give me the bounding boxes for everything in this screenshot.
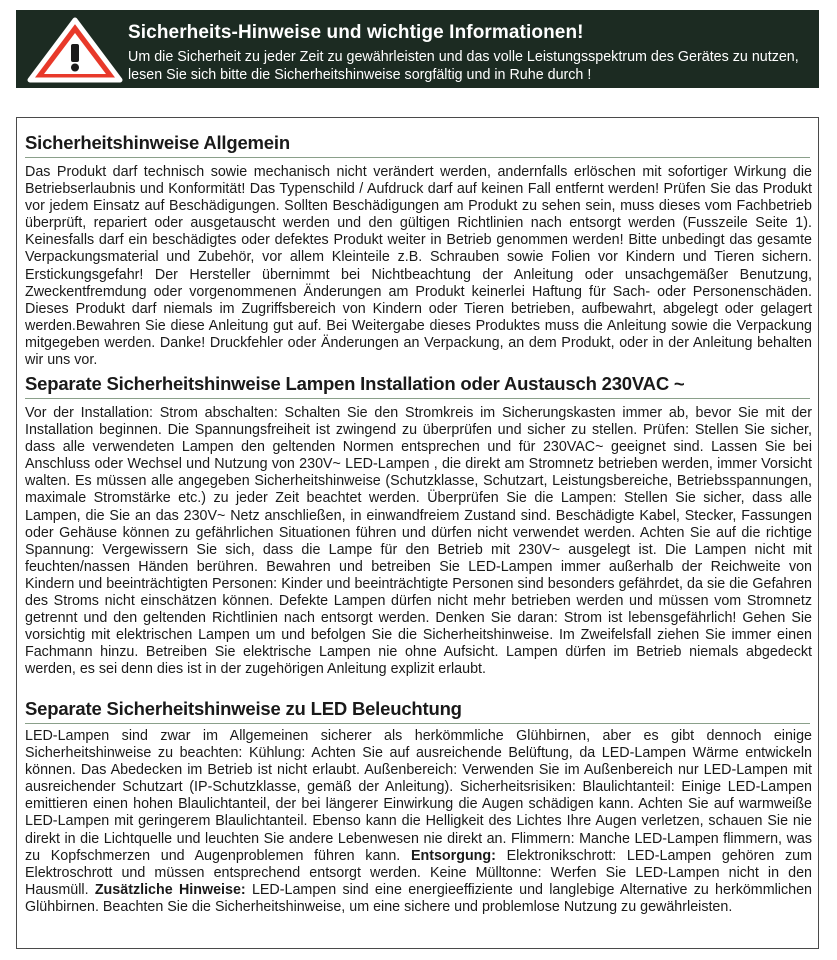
section-body-lamp-installation: Vor der Installation: Strom abschalten: Schalten Sie den Stromkreis im Sicherungskasten immer ab, bevor Sie mit der Installation beginnen. Die Spannungsfreiheit ist zwingend zu überprüfen und sicher zu stellen. Prüfen: Stellen Sie sicher, dass alle verwendeten Lampen den geltenden Normen entsprechen und für 230VAC~ geeignet sind. Lassen Sie bei Anschluss oder Wechsel und Nutzung von 230V~ LED-Lampen , die direkt am Stromnetz betrieben werden, immer Vorsicht walten. Es müssen alle angegeben Sicherheitshinweise (Schutzklasse, Schutzart, Leistungsbereiche, Betriebsspannungen, maximale Stromstärke etc.) zu jeder Zeit beachtet werden. Überprüfen Sie die Lampen: Stellen Sie sicher, dass alle Lampen, die Sie an das 230V~ Netz anschließen, in einwandfreiem Zustand sind. Beschädigte Kabel, Stecker, Fassungen oder Gehäuse können zu gefährlichen Situationen führen und dürfen nicht verwendet werden. Achten Sie auf die richtige Spannung: Vergewissern Sie sich, dass die Lampe für den Betrieb mit 230V~ ausgelegt ist. Die Lampen nicht mit feuchten/nassen Händen berühren. Bewahren und betreiben Sie LED-Lampen immer außerhalb der Reichweite von Kindern und beeinträchtigten Personen: Kinder und beeinträchtigte Personen sind besonders gefährdet, da sie die Gefahren des Stroms nicht einschätzen können. Defekte Lampen dürfen nicht mehr betrieben werden und müssen vom Stromnetz getrennt und den geltenden Richtlinien nach entsorgt werden. Denken Sie daran: Strom ist lebensgefährlich! Gehen Sie vorsichtig mit elektrischen Lampen um und befolgen Sie die Sicherheitshinweise. Im Zweifelsfall ziehen Sie immer einen Fachmann hinzu. Betreiben Sie elektrische Lampen nie ohne Aufsicht. Lampen dürfen im Betrieb niemals abgedeckt werden, es sei denn dies ist in der zugehörigen Anleitung explizit erlaubt. xyxy=(25,405,812,678)
led-text-additional: LED-Lampen sind eine energieeffiziente und langlebige Alternative zu herkömmlichen Glühbirnen. Beachten Sie die Sicherheitshinweise, um eine sichere und problemlose Nutzung zu gewährleisten. xyxy=(25,881,812,915)
led-label-additional: Zusätzliche Hinweise: xyxy=(94,881,246,898)
led-text-disposal: Elektronikschrott: LED-Lampen gehören zum Elektroschrott und müssen entsprechend entsorgt werden. Keine Mülltonne: Werfen Sie LED-Lampen nicht in den Hausmüll. xyxy=(25,847,812,898)
led-label-disposal: Entsorgung: xyxy=(410,847,496,864)
section-body-led-lighting xyxy=(25,728,812,916)
section-title-led-lighting: Separate Sicherheitshinweise zu LED Beleuchtung xyxy=(25,698,810,724)
section-title-general: Sicherheitshinweise Allgemein xyxy=(25,132,810,158)
banner-text: Um die Sicherheit zu jeder Zeit zu gewährleisten und das volle Leistungsspektrum des Gerätes zu nutzen, lesen Sie sich bitte die Sicherheitshinweise sorgfältig und in Ruhe durch ! xyxy=(128,49,799,83)
led-text-intro: LED-Lampen sind zwar im Allgemeinen sicherer als herkömmliche Glühbirnen, aber es gibt dennoch einige Sicherheitshinweise zu beachten: Kühlung: Achten Sie auf ausreichende Belüftung, da LED-Lampen Wärme entwickeln können. Das Abedecken im Betrieb ist nicht erlaubt. Außenbereich: Verwenden Sie im Außenbereich nur LED-Lampen mit ausreichender Schutzart (IP-Schutzklasse, gemäß der Anleitung). Sicherheitsrisiken: Blaulichtanteil: Einige LED-Lampen emittieren einen hohen Blaulichtanteil, der bei längerer Einwirkung die Augen schädigen kann. Achten Sie auf warmweiße LED-Lampen mit geringerem Blaulichtanteil. Ebenso kann die Helligkeit des Lichtes Ihre Augen verletzen, schauen Sie nie direkt in die Lichtquelle und leuchten Sie andere Lebenwesen nie direkt an. Flimmern: Manche LED-Lampen flimmern, was zu Kopfschmerzen und Augenproblemen führen kann. xyxy=(25,728,812,864)
banner-title: Sicherheits-Hinweise und wichtige Informationen! xyxy=(128,22,584,43)
section-title-lamp-installation: Separate Sicherheitshinweise Lampen Installation oder Austausch 230VAC ~ xyxy=(25,373,810,399)
safety-content-box xyxy=(16,117,819,949)
safety-banner xyxy=(16,10,819,88)
section-body-general: Das Produkt darf technisch sowie mechanisch nicht verändert werden, andernfalls erlöschen mit sofortiger Wirkung die Betriebserlaubnis und Konformität! Das Typenschild / Aufdruck darf auf keinen Fall entfernt werden! Prüfen Sie das Produkt vor jedem Einsatz auf Beschädigungen. Sollten Beschädigungen am Produkt zu sehen sein, muss dieses vom Fachbetrieb überprüft, repariert oder ausgetauscht werden und den gültigen Richtlinien nach entsorgt werden (Fusszeile Seite 1). Keinesfalls darf ein beschädigtes oder defektes Produkt weiter in Betrieb genommen werden! Bitte unbedingt das gesamte Verpackungsmaterial und Zubehör, vor allem Kleinteile z.B. Schrauben sowie Folien vor Kindern und Tieren sichern. Erstickungsgefahr! Der Hersteller übernimmt bei Nichtbeachtung der Anleitung oder unsachgemäßer Benutzung, Zweckentfremdung oder vorgenommenen Änderungen am Produkt keinerlei Haftung für Sach- oder Personenschäden. Dieses Produkt darf niemals im Zugriffsbereich von Kindern oder Tieren betrieben, aufbewahrt, abgelegt oder gelagert werden.Bewahren Sie diese Anleitung gut auf. Bei Weitergabe dieses Produktes muss die Anleitung sowie die Verpackung mitgegeben werden. Danke! Druckfehler oder Änderungen an Verpackung, an dem Produkt, oder in der Anleitung behalten wir uns vor. xyxy=(25,164,812,369)
warning-triangle-icon xyxy=(26,16,124,84)
